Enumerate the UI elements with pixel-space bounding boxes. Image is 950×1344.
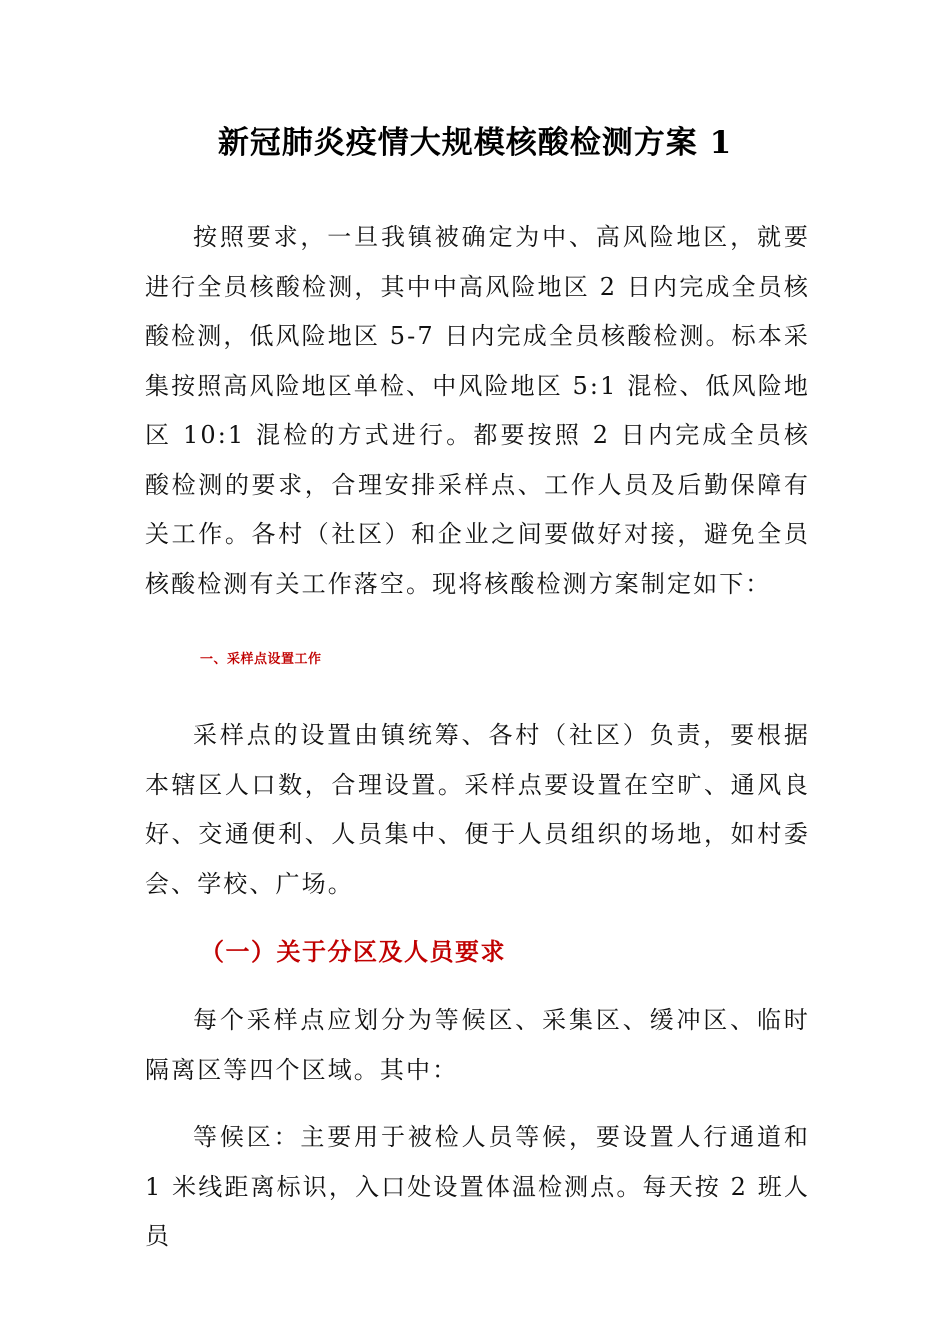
intro-paragraph: 按照要求，一旦我镇被确定为中、高风险地区，就要进行全员核酸检测，其中中高风险地区 2 日内完成全员核酸检测，低风险地区 5-7 日内完成全员核酸检测。标本采集按照高风险地区单检、中风险地区 5:1 混检、低风险地区 10:1 混检的方式进行。都要按照 2 日内完成全员核酸检测的要求，合理安排采样点、工作人员及后勤保障有关工作。各村（社区）和企业之间要做好对接，避免全员核酸检测有关工作落空。现将核酸检测方案制定如下： <box>145 223 810 598</box>
zoning-paragraph: 每个采样点应划分为等候区、采集区、缓冲区、临时隔离区等四个区域。其中： <box>145 1006 810 1084</box>
section-heading-sampling-points: 一、采样点设置工作 <box>200 652 322 667</box>
waiting-area-paragraph: 等候区：主要用于被检人员等候，要设置人行通道和 1 米线距离标识，入口处设置体温检测点。每天按 2 班人员 <box>145 1123 810 1250</box>
document-title: 新冠肺炎疫情大规模核酸检测方案 1 <box>217 125 733 161</box>
subsection-heading-zoning: （一）关于分区及人员要求 <box>200 937 506 966</box>
sampling-points-paragraph: 采样点的设置由镇统筹、各村（社区）负责，要根据本辖区人口数，合理设置。采样点要设置在空旷、通风良好、交通便利、人员集中、便于人员组织的场地，如村委会、学校、广场。 <box>145 721 810 898</box>
